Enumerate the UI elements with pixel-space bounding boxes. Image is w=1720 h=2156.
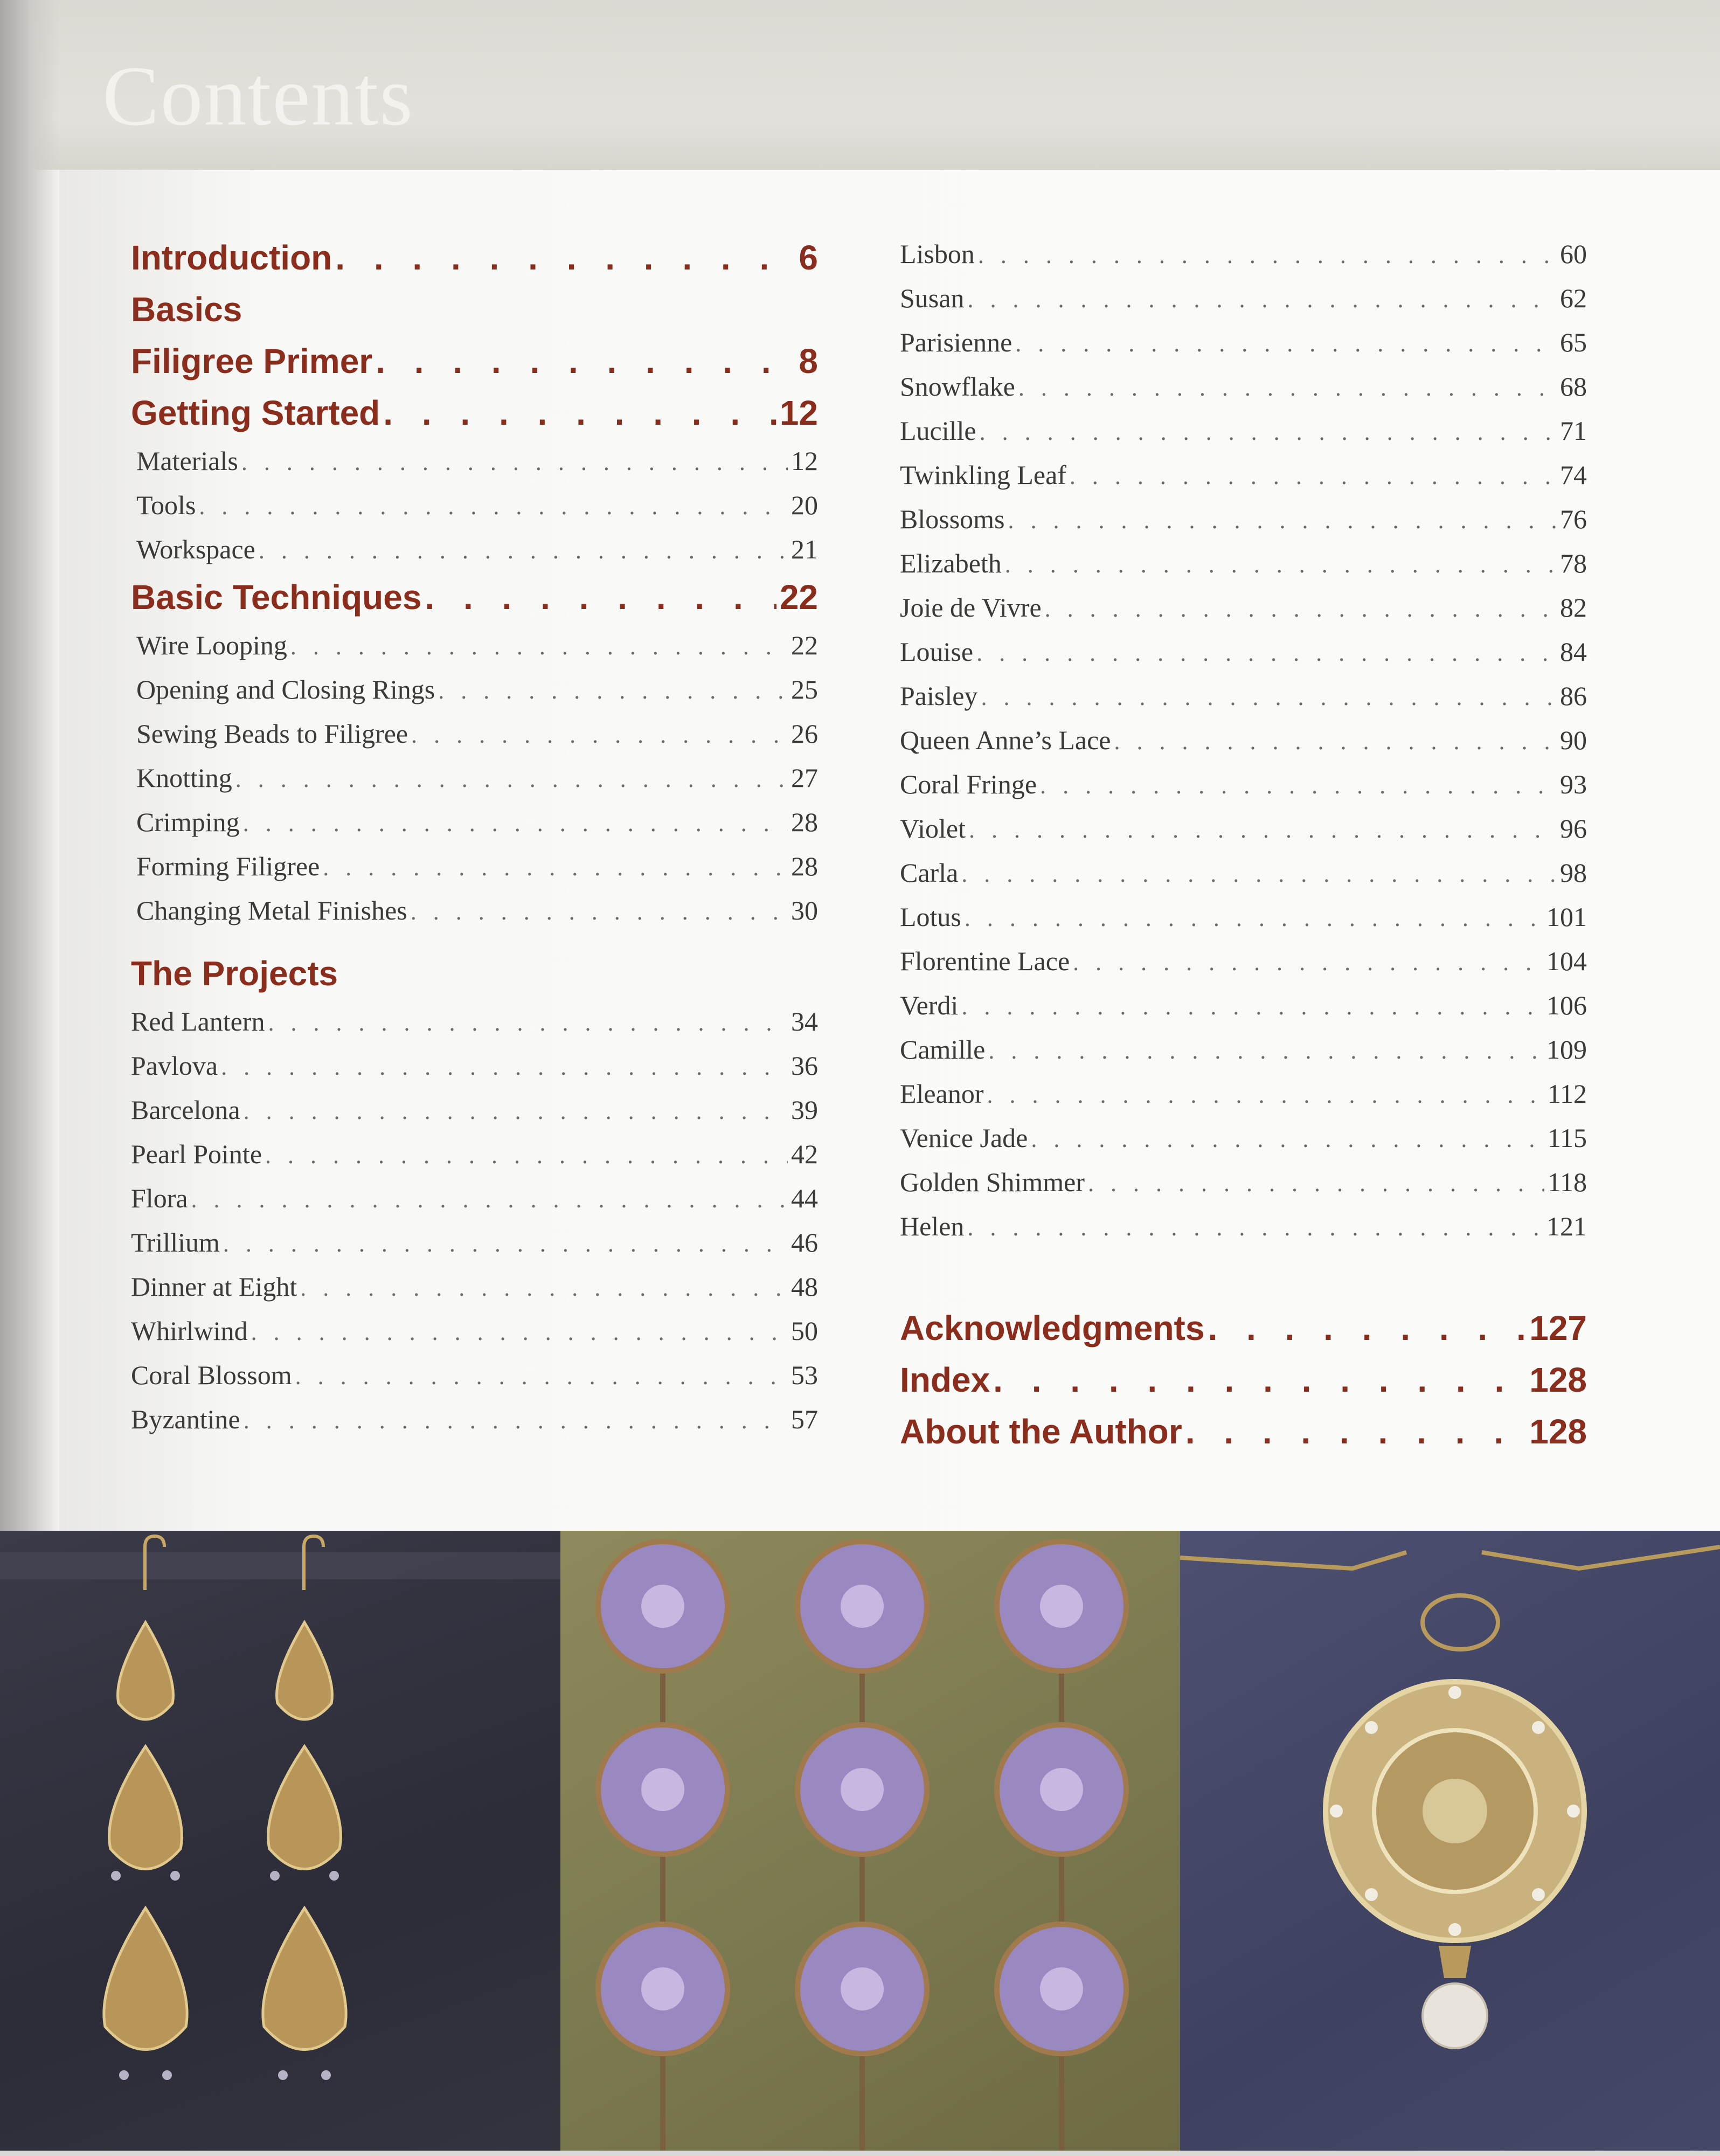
toc-project-entry[interactable] — [900, 762, 1587, 806]
toc-entry-basic-techniques[interactable] — [131, 571, 818, 623]
toc-entry-page: 34 — [791, 1006, 818, 1036]
toc-entry-page: 65 — [1560, 327, 1587, 357]
toc-entry-label: Forming Filigree — [136, 851, 320, 881]
toc-entry-label: Red Lantern — [131, 1006, 265, 1036]
toc-entry-knotting[interactable] — [131, 756, 818, 800]
toc-project-entry[interactable] — [900, 1027, 1587, 1072]
toc-entry-label: Trillium — [131, 1227, 220, 1257]
toc-project-entry[interactable] — [900, 674, 1587, 718]
leader-dots — [981, 675, 1557, 720]
toc-project-entry[interactable] — [900, 1160, 1587, 1204]
leader-dots — [1005, 543, 1557, 587]
toc-entry-label: Violet — [900, 813, 966, 844]
leader-dots — [243, 801, 788, 846]
toc-entry-label: Elizabeth — [900, 548, 1002, 578]
toc-entry-label: Pearl Pointe — [131, 1139, 262, 1169]
leader-dots — [965, 896, 1543, 941]
toc-entry-page: 128 — [1529, 1360, 1587, 1399]
toc-project-entry[interactable] — [900, 630, 1587, 674]
toc-entry-page: 44 — [791, 1183, 818, 1213]
leader-dots — [1018, 366, 1557, 410]
toc-entry-page: 101 — [1546, 902, 1587, 932]
toc-entry-page: 57 — [791, 1404, 818, 1434]
toc-entry-label: Coral Fringe — [900, 769, 1037, 799]
leader-dots — [438, 669, 788, 713]
toc-entry-page: 98 — [1560, 858, 1587, 888]
toc-project-entry[interactable] — [900, 409, 1587, 453]
leader-dots — [411, 713, 788, 757]
toc-entry-page: 30 — [791, 895, 818, 925]
toc-entry-label: Barcelona — [131, 1095, 240, 1125]
toc-entry-label: Wire Looping — [136, 630, 287, 660]
leader-dots — [969, 808, 1557, 852]
toc-project-entry[interactable] — [131, 1309, 818, 1353]
leader-dots — [376, 335, 795, 387]
toc-project-entry[interactable] — [131, 1353, 818, 1397]
leader-dots — [961, 852, 1557, 896]
book-spine-shadow — [0, 0, 59, 1531]
toc-entry-label: Acknowledgments — [900, 1309, 1205, 1348]
leader-dots — [987, 1073, 1544, 1117]
jewelry-photo-strip — [0, 1531, 1720, 2156]
leader-dots — [244, 1089, 788, 1134]
toc-entry-page: 62 — [1560, 283, 1587, 313]
toc-entry-page: 86 — [1560, 681, 1587, 711]
toc-project-entry[interactable] — [900, 806, 1587, 851]
toc-entry-label: Paisley — [900, 681, 978, 711]
toc-project-entry[interactable] — [900, 232, 1587, 276]
leader-dots — [251, 1310, 788, 1355]
toc-entry-label: Index — [900, 1360, 990, 1399]
toc-entry-page: 106 — [1546, 990, 1587, 1020]
toc-entry-label: Golden Shimmer — [900, 1167, 1085, 1197]
toc-entry-changing-metal-finishes[interactable] — [131, 888, 818, 932]
toc-entry-label: Queen Anne’s Lace — [900, 725, 1111, 755]
toc-entry-page: 12 — [791, 446, 818, 476]
toc-project-entry[interactable] — [900, 983, 1587, 1027]
toc-project-entry[interactable] — [900, 718, 1587, 762]
toc-entry-label: Crimping — [136, 807, 240, 837]
toc-entry-introduction[interactable] — [131, 232, 818, 284]
toc-entry-page: 121 — [1546, 1211, 1587, 1241]
filigree-earrings-photo — [0, 1531, 560, 2156]
leader-dots — [199, 485, 788, 529]
toc-entry-label: Verdi — [900, 990, 959, 1020]
leader-dots — [978, 233, 1557, 278]
filigree-pendant-photo — [1180, 1531, 1720, 2156]
toc-project-entry[interactable] — [131, 1220, 818, 1264]
toc-entry-page: 22 — [779, 578, 818, 617]
toc-entry-label: Sewing Beads to Filigree — [136, 718, 408, 749]
leader-dots — [300, 1266, 788, 1310]
toc-entry-label: Coral Blossom — [131, 1360, 292, 1390]
toc-entry-label: Knotting — [136, 763, 232, 793]
toc-heading-label: Basics — [131, 290, 242, 329]
toc-entry-page: 90 — [1560, 725, 1587, 755]
toc-entry-page: 46 — [791, 1227, 818, 1257]
leader-dots — [1015, 322, 1557, 366]
toc-entry-page: 115 — [1547, 1123, 1587, 1153]
toc-project-entry[interactable] — [131, 1176, 818, 1220]
toc-entry-forming-filigree[interactable] — [131, 844, 818, 888]
toc-entry-page: 128 — [1529, 1412, 1587, 1451]
toc-entry-acknowledgments[interactable] — [900, 1302, 1587, 1354]
toc-entry-page: 82 — [1560, 592, 1587, 623]
toc-entry-label: Changing Metal Finishes — [136, 895, 407, 925]
page-title: Contents — [102, 49, 414, 143]
toc-project-entry[interactable] — [900, 939, 1587, 983]
toc-entry-page: 93 — [1560, 769, 1587, 799]
toc-entry-page: 109 — [1546, 1034, 1587, 1065]
toc-entry-page: 84 — [1560, 637, 1587, 667]
toc-entry-label: Flora — [131, 1183, 188, 1213]
toc-entry-label: Workspace — [136, 534, 255, 564]
leader-dots — [1031, 1117, 1544, 1162]
leader-dots — [191, 1178, 788, 1222]
leader-dots — [290, 625, 788, 669]
leader-dots — [1208, 1302, 1526, 1354]
leader-dots — [335, 232, 795, 284]
toc-entry-page: 26 — [791, 718, 818, 749]
toc-project-entry[interactable] — [900, 453, 1587, 497]
toc-entry-page: 28 — [791, 807, 818, 837]
toc-entry-page: 50 — [791, 1316, 818, 1346]
toc-entry-page: 118 — [1547, 1167, 1587, 1197]
toc-entry-label: Joie de Vivre — [900, 592, 1042, 623]
leader-dots — [980, 410, 1557, 454]
toc-entry-label: Introduction — [131, 238, 332, 277]
toc-entry-page: 104 — [1546, 946, 1587, 976]
leader-dots — [1088, 1162, 1544, 1206]
leader-dots — [961, 985, 1543, 1029]
toc-entry-label: Camille — [900, 1034, 986, 1065]
toc-entry-label: Tools — [136, 490, 196, 520]
toc-entry-page: 28 — [791, 851, 818, 881]
toc-entry-page: 71 — [1560, 416, 1587, 446]
leader-dots — [244, 1399, 788, 1443]
toc-entry-page: 27 — [791, 763, 818, 793]
toc-back-matter — [900, 1302, 1587, 1457]
toc-entry-page: 36 — [791, 1051, 818, 1081]
toc-entry-page: 60 — [1560, 239, 1587, 269]
toc-left-column — [131, 232, 818, 1441]
toc-entry-sewing-beads[interactable] — [131, 711, 818, 756]
toc-entry-label: Whirlwind — [131, 1316, 248, 1346]
toc-entry-label: Pavlova — [131, 1051, 218, 1081]
toc-entry-label: Snowflake — [900, 371, 1015, 402]
leader-dots — [976, 631, 1557, 675]
toc-entry-page: 25 — [791, 674, 818, 704]
toc-entry-page: 12 — [779, 393, 818, 432]
toc-project-entry[interactable] — [900, 1072, 1587, 1116]
toc-entry-page: 76 — [1560, 504, 1587, 534]
toc-entry-page: 6 — [799, 238, 818, 277]
leader-dots — [1073, 941, 1543, 985]
toc-project-entry[interactable] — [131, 1088, 818, 1132]
toc-entry-page: 74 — [1560, 460, 1587, 490]
toc-entry-filigree-primer[interactable] — [131, 335, 818, 387]
leader-dots — [1185, 1406, 1527, 1457]
toc-entry-page: 127 — [1529, 1309, 1587, 1348]
toc-entry-label: Susan — [900, 283, 965, 313]
toc-project-entry[interactable] — [131, 1132, 818, 1176]
toc-heading-projects — [131, 948, 818, 999]
leader-dots — [1045, 587, 1557, 631]
toc-entry-page: 42 — [791, 1139, 818, 1169]
toc-entry-label: Twinkling Leaf — [900, 460, 1066, 490]
toc-entry-label: Lotus — [900, 902, 961, 932]
leader-dots — [268, 1001, 788, 1045]
leader-dots — [1008, 499, 1557, 543]
toc-entry-crimping[interactable] — [131, 800, 818, 844]
leader-dots — [323, 846, 788, 890]
leader-dots — [259, 529, 788, 573]
leader-dots — [295, 1355, 788, 1399]
toc-project-entry[interactable] — [900, 1204, 1587, 1248]
toc-project-entry[interactable] — [900, 276, 1587, 320]
toc-heading-basics — [131, 284, 818, 335]
toc-entry-label: Getting Started — [131, 393, 380, 432]
toc-entry-label: Eleanor — [900, 1079, 984, 1109]
beaded-flower-necklace-photo — [560, 1531, 1180, 2156]
toc-entry-page: 22 — [791, 630, 818, 660]
leader-dots — [967, 1206, 1543, 1250]
toc-entry-workspace[interactable] — [131, 527, 818, 571]
toc-project-entry[interactable] — [131, 1264, 818, 1309]
toc-entry-label: Parisienne — [900, 327, 1012, 357]
toc-entry-getting-started[interactable] — [131, 387, 818, 439]
toc-entry-label: Blossoms — [900, 504, 1005, 534]
toc-entry-label: About the Author — [900, 1412, 1182, 1451]
leader-dots — [383, 387, 776, 439]
toc-entry-label: Helen — [900, 1211, 965, 1241]
toc-entry-label: Lisbon — [900, 239, 975, 269]
toc-entry-materials[interactable] — [131, 439, 818, 483]
toc-entry-label: Opening and Closing Rings — [136, 674, 435, 704]
toc-heading-label: The Projects — [131, 954, 338, 993]
toc-project-entry[interactable] — [900, 851, 1587, 895]
leader-dots — [241, 440, 788, 485]
toc-entry-label: Lucille — [900, 416, 976, 446]
toc-entry-label: Dinner at Eight — [131, 1272, 297, 1302]
toc-project-entry[interactable] — [900, 541, 1587, 585]
toc-project-entry[interactable] — [900, 585, 1587, 630]
toc-entry-page: 68 — [1560, 371, 1587, 402]
toc-entry-page: 78 — [1560, 548, 1587, 578]
leader-dots — [1040, 764, 1557, 808]
leader-dots — [993, 1354, 1526, 1406]
toc-project-entry[interactable] — [131, 1397, 818, 1441]
toc-entry-page: 8 — [799, 342, 818, 381]
toc-entry-page: 39 — [791, 1095, 818, 1125]
leader-dots — [988, 1029, 1543, 1073]
toc-entry-about-the-author[interactable] — [900, 1406, 1587, 1457]
toc-entry-page: 112 — [1547, 1079, 1587, 1109]
toc-entry-label: Basic Techniques — [131, 578, 422, 617]
toc-entry-opening-closing-rings[interactable] — [131, 667, 818, 711]
leader-dots — [221, 1045, 788, 1089]
toc-entry-wire-looping[interactable] — [131, 623, 818, 667]
toc-project-entry[interactable] — [131, 1044, 818, 1088]
toc-project-entry[interactable] — [900, 1116, 1587, 1160]
toc-entry-page: 96 — [1560, 813, 1587, 844]
toc-right-column — [900, 232, 1587, 1457]
leader-dots — [1114, 720, 1557, 764]
toc-project-entry[interactable] — [131, 999, 818, 1044]
toc-entry-page: 48 — [791, 1272, 818, 1302]
toc-entry-label: Venice Jade — [900, 1123, 1028, 1153]
toc-entry-label: Byzantine — [131, 1404, 240, 1434]
toc-project-entry[interactable] — [900, 320, 1587, 364]
leader-dots — [425, 571, 776, 623]
toc-project-entry[interactable] — [900, 497, 1587, 541]
toc-entry-page: 20 — [791, 490, 818, 520]
leader-dots — [265, 1134, 788, 1178]
toc-entry-page: 53 — [791, 1360, 818, 1390]
toc-entry-label: Carla — [900, 858, 959, 888]
toc-entry-label: Materials — [136, 446, 238, 476]
contents-header — [0, 0, 1720, 170]
leader-dots — [235, 757, 788, 801]
leader-dots — [223, 1222, 788, 1266]
toc-entry-label: Florentine Lace — [900, 946, 1070, 976]
toc-project-entry[interactable] — [900, 364, 1587, 409]
toc-project-entry[interactable] — [900, 895, 1587, 939]
leader-dots — [411, 890, 788, 934]
toc-entry-tools[interactable] — [131, 483, 818, 527]
page-bottom-edge — [0, 2151, 1720, 2156]
toc-entry-page: 21 — [791, 534, 818, 564]
toc-entry-label: Louise — [900, 637, 974, 667]
leader-dots — [1070, 454, 1557, 499]
leader-dots — [967, 278, 1557, 322]
toc-entry-label: Filigree Primer — [131, 342, 373, 381]
toc-entry-index[interactable] — [900, 1354, 1587, 1406]
